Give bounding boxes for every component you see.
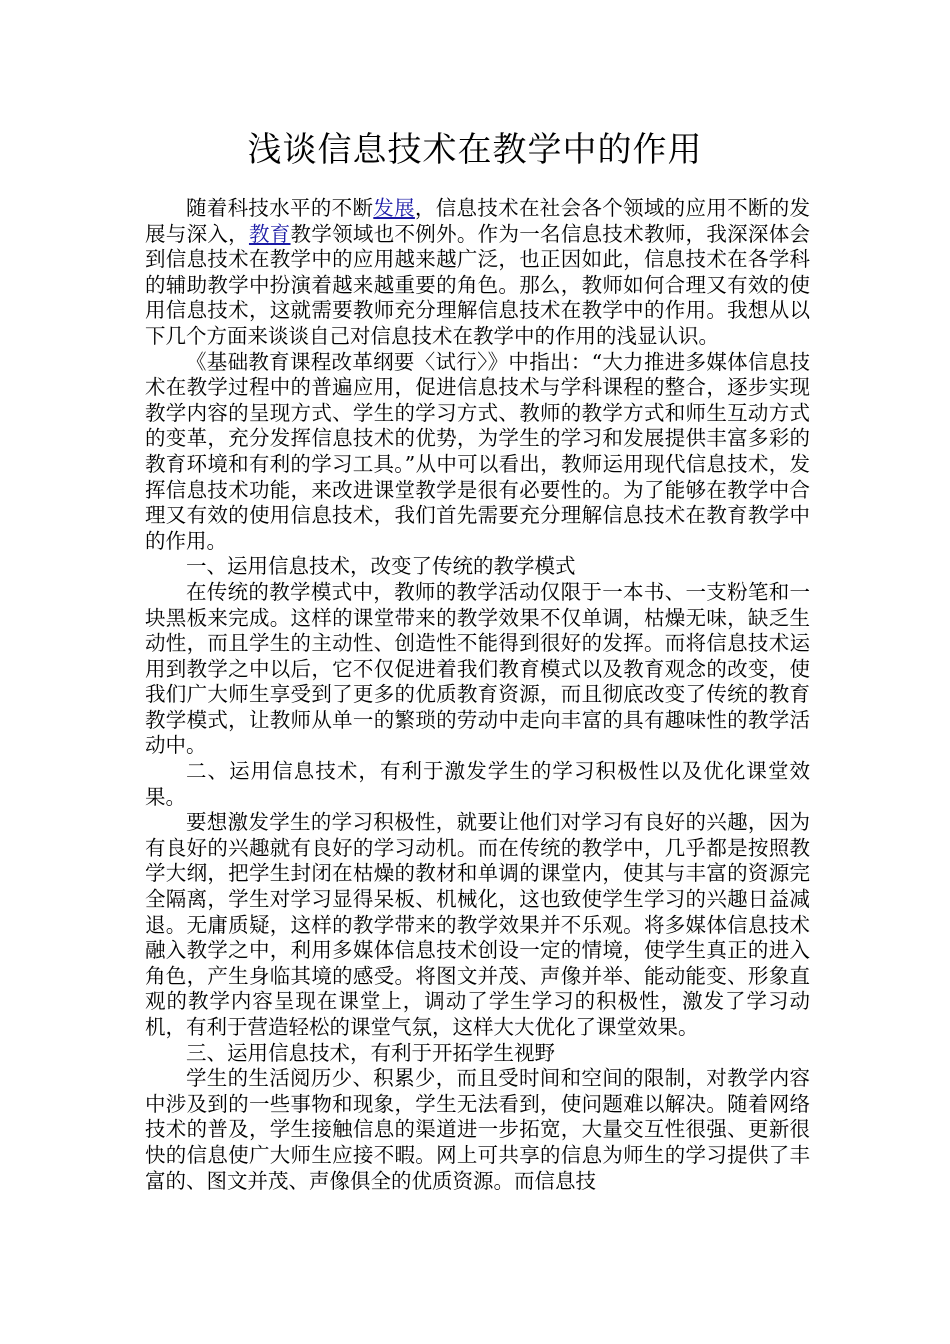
document-title: 浅谈信息技术在教学中的作用 — [247, 130, 703, 170]
paragraph-curriculum-quote: 《基础教育课程改革纲要〈试行〉》中指出：“大力推进多媒体信息技术在教学过程中的普遍应用，促进信息技术与学科课程的整合，逐步实现教学内容的呈现方式、学生的学习方式、教师的教学方式和师生互动方式的变革，充分发挥信息技术的优势，为学生的学习和发展提供丰富多彩的教育环境和有利的学习工具。”从中可以看出，教师运用现代信息技术，发挥信息技术功能，来改进课堂教学是很有必要性的。为了能够在教学中合理又有效的使用信息技术，我们首先需要充分理解信息技术在教育教学中的作用。 — [145, 349, 810, 553]
paragraph-intro — [145, 196, 810, 350]
paragraph-intro-text-c: 教学领域也不例外。作为一名信息技术教师，我深深体会到信息技术在教学中的应用越来越广泛，也正因如此，信息技术在各学科的辅助教学中扮演着越来越重要的角色。那么，教师如何合理又有效的使用信息技术，这就需要教师充分理解信息技术在教学中的作用。我想从以下几个方面来谈谈自己对信息技术在教学中的作用的浅显认识。 — [145, 221, 811, 348]
paragraph-intro-text-a: 随着科技水平的不断 — [186, 196, 374, 220]
section-heading-2: 二、运用信息技术，有利于激发学生的学习积极性以及优化课堂效果。 — [145, 759, 810, 809]
document-body — [145, 196, 810, 1194]
link-fazhan[interactable]: 发展 — [373, 196, 415, 220]
section-heading-1: 一、运用信息技术，改变了传统的教学模式 — [186, 554, 576, 579]
paragraph-section-3: 学生的生活阅历少、积累少，而且受时间和空间的限制，对教学内容中涉及到的一些事物和现象，学生无法看到，使问题难以解决。随着网络技术的普及，学生接触信息的渠道进一步拓宽，大量交互性很强、更新很快的信息使广大师生应接不暇。网上可共享的信息为师生的学习提供了丰富的、图文并茂、声像俱全的优质资源。而信息技 — [145, 1066, 810, 1193]
paragraph-intro-text-b: ，信息技术在社会各个领域的应用不断的发展与深入， — [145, 196, 811, 246]
link-jiaoyu[interactable]: 教育 — [248, 221, 291, 246]
paragraph-section-2: 要想激发学生的学习积极性，就要让他们对学习有良好的兴趣，因为有良好的兴趣就有良好的学习动机。而在传统的教学中，几乎都是按照教学大纲，把学生封闭在枯燥的教材和单调的课堂内，使其与丰富的资源完全隔离，学生对学习显得呆板、机械化，这也致使学生学习的兴趣日益减退。无庸质疑，这样的教学带来的教学效果并不乐观。将多媒体信息技术融入教学之中，利用多媒体信息技术创设一定的情境，使学生真正的进入角色，产生身临其境的感受。将图文并茂、声像并举、能动能变、形象直观的教学内容呈现在课堂上，调动了学生学习的积极性，激发了学习动机，有利于营造轻松的课堂气氛，这样大大优化了课堂效果。 — [145, 810, 810, 1039]
paragraph-section-1: 在传统的教学模式中，教师的教学活动仅限于一本书、一支粉笔和一块黑板来完成。这样的课堂带来的教学效果不仅单调，枯燥无味，缺乏生动性，而且学生的主动性、创造性不能得到很好的发挥。而将信息技术运用到教学之中以后，它不仅促进着我们教育模式以及教育观念的改变，使我们广大师生享受到了更多的优质教育资源，而且彻底改变了传统的教育教学模式，让教师从单一的繁琐的劳动中走向丰富的具有趣味性的教学活动中。 — [145, 579, 810, 758]
section-heading-3: 三、运用信息技术，有利于开拓学生视野 — [186, 1040, 555, 1065]
